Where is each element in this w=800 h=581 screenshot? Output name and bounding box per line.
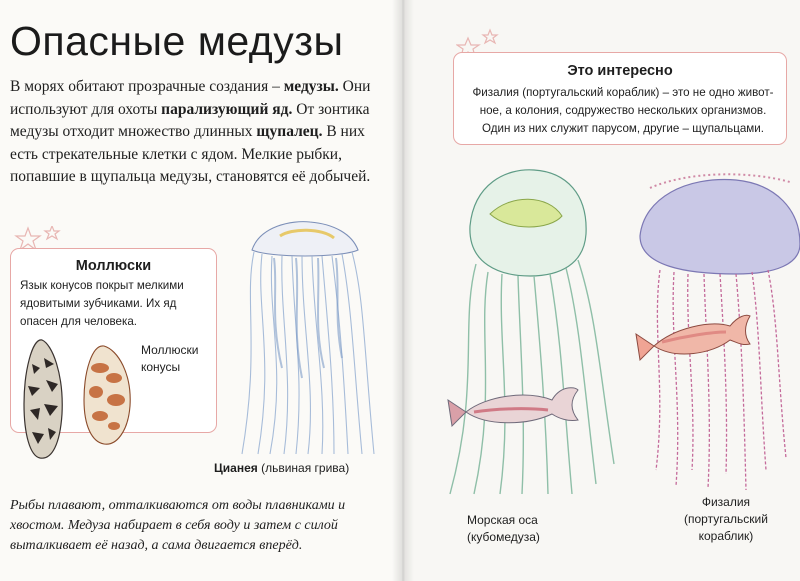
cone-shell-dark <box>24 340 62 458</box>
star-icon <box>16 228 40 250</box>
cone-shell-orange <box>84 346 130 444</box>
intro-paragraph <box>10 76 382 189</box>
intro-text-3: От зонтика медузы отходит множество длинных <box>10 100 370 140</box>
physalia-label: Физалия (португальский кораблик) <box>684 495 768 543</box>
intro-text-1: В морях обитают прозрачные создания – <box>10 78 280 95</box>
page-title: Опасные медузы <box>10 18 344 64</box>
physalia-illustration <box>626 170 800 492</box>
intro-term-tentacles: щупалец. <box>256 123 323 140</box>
sea-wasp-illustration <box>430 164 620 504</box>
interesting-fact-box <box>453 52 787 145</box>
fact-box-text: Физалия (португальский кораблик) – это не одно животное, а колония, содружество нескольких организмов. Один из них служит парусом, другие – щупальцами. <box>472 86 774 135</box>
fish-icon <box>636 315 750 360</box>
intro-term-medusae: медузы. <box>283 78 339 95</box>
mollusk-illustration-label: Моллюски конусы <box>141 343 199 374</box>
mollusk-box-text: Язык конусов покрыт мелкими ядовитыми зубчиками. Их яд опасен для человека. <box>20 279 184 328</box>
cyanea-jellyfish-illustration <box>230 218 380 458</box>
intro-text-2: Они используют для охоты <box>10 78 371 118</box>
intro-text-4: В них есть стрекательные клетки с ядом. Мелкие рыбки, попавшие в щупальца медузы, становятся её добычей. <box>10 123 371 185</box>
intro-term-venom: парализующий яд. <box>161 100 293 118</box>
star-icon <box>45 226 59 239</box>
fact-box-heading: Это интересно <box>567 63 673 79</box>
cyanea-label: Цианея (львиная грива) <box>214 461 350 475</box>
star-icon <box>483 30 497 43</box>
mollusk-box-heading: Моллюски <box>75 258 152 274</box>
cone-shells-illustration <box>18 334 138 464</box>
book-gutter <box>392 0 414 581</box>
swimming-caption: Рыбы плавают, отталкиваются от воды плавниками и хвостом. Медуза набирает в себя воду и затем с силой выталкивает её назад, а сама двигается вперёд. <box>10 498 346 553</box>
sea-wasp-label: Морская оса (кубомедуза) <box>467 513 540 544</box>
